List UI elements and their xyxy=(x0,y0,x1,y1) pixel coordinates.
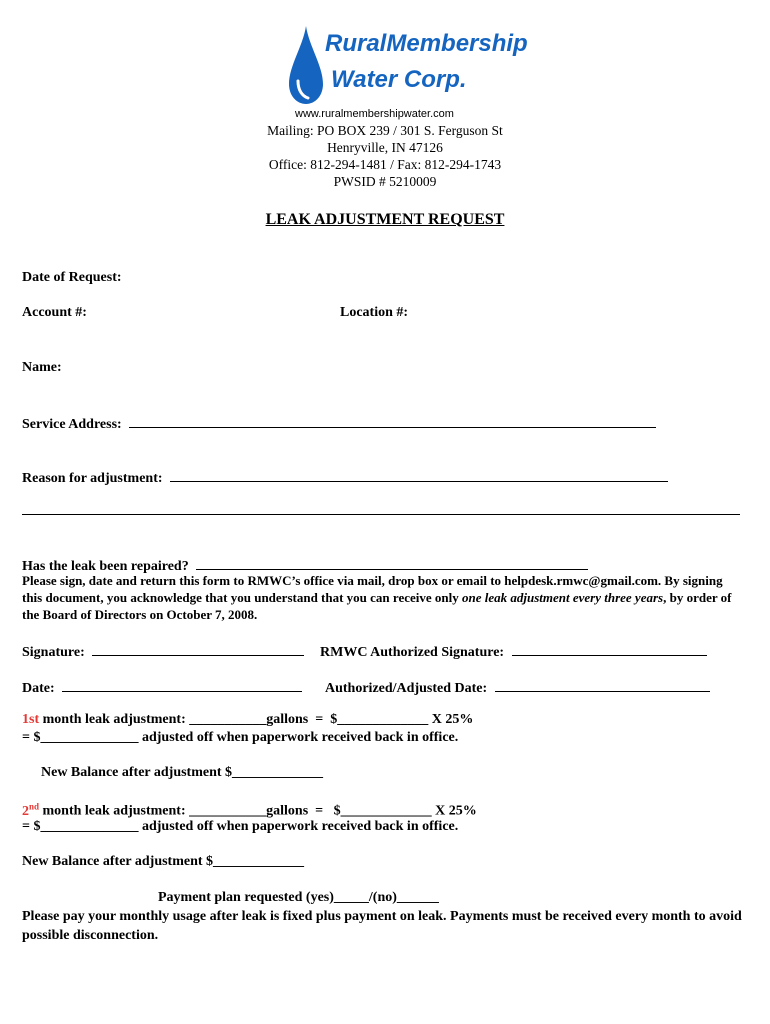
reason-line[interactable] xyxy=(170,467,668,482)
adjustment-1-balance: New Balance after adjustment $_____________ xyxy=(41,765,324,780)
city-address: Henryville, IN 47126 xyxy=(327,140,443,155)
repaired-label: Has the leak been repaired? xyxy=(22,559,189,574)
name-label: Name: xyxy=(22,360,62,375)
account-label: Account #: xyxy=(22,305,87,320)
date-line[interactable] xyxy=(62,677,302,692)
logo-line-1: RuralMembership xyxy=(325,30,528,57)
signature-line[interactable] xyxy=(92,641,304,656)
notice-paragraph xyxy=(22,572,737,623)
service-address-label: Service Address: xyxy=(22,417,122,432)
payment-note: Please pay your monthly usage after leak is fixed plus payment on leak. Payments must be received every month to avoid possible disconnection. xyxy=(22,909,742,943)
payment-plan: Payment plan requested (yes)_____/(no)______ xyxy=(158,890,439,905)
rmwc-signature-label: RMWC Authorized Signature: xyxy=(320,645,505,660)
mailing-address: Mailing: PO BOX 239 / 301 S. Ferguson St xyxy=(267,123,503,138)
page-title: LEAK ADJUSTMENT REQUEST xyxy=(265,211,505,228)
rmwc-signature-line[interactable] xyxy=(512,641,707,656)
adjustment-2-line-2: = $______________ adjusted off when paperwork received back in office. xyxy=(22,819,459,834)
adjustment-2-text: month leak adjustment: ___________gallons = $_____________ X 25% xyxy=(39,803,477,819)
reason-row xyxy=(22,467,668,487)
logo-line-2: Water Corp. xyxy=(331,66,467,93)
adjustment-2-ordinal: 2nd xyxy=(22,801,40,819)
repaired-line[interactable] xyxy=(196,555,588,570)
location-label: Location #: xyxy=(340,305,409,320)
pwsid: PWSID # 5210009 xyxy=(333,174,437,189)
authorized-date-row xyxy=(325,677,710,697)
authorized-date-label: Authorized/Adjusted Date: xyxy=(325,681,488,696)
signature-label: Signature: xyxy=(22,645,85,660)
reason-line-2[interactable] xyxy=(22,514,740,515)
company-logo xyxy=(285,22,528,122)
date-row xyxy=(22,677,302,697)
signature-row xyxy=(22,641,304,661)
adjustment-1-text: month leak adjustment: ___________gallons = $_____________ X 25% xyxy=(39,712,474,727)
adjustment-1-line-1 xyxy=(22,712,473,728)
rmwc-signature-row xyxy=(320,641,707,661)
notice-text-1: Please sign, date and return this form to RMWC’s office via mail, drop box or email to helpdesk.rmwc@gmail.com. By signing this document, you acknowledge that you understand that you can receive only xyxy=(22,573,723,605)
adjustment-1-line-2: = $______________ adjusted off when paperwork received back in office. xyxy=(22,730,459,745)
reason-label: Reason for adjustment: xyxy=(22,471,163,486)
adjustment-1-ordinal: 1st xyxy=(22,712,40,727)
adjustment-2-line-1 xyxy=(22,801,477,820)
office-phone: Office: 812-294-1481 / Fax: 812-294-1743 xyxy=(268,157,502,172)
date-label: Date: xyxy=(22,681,55,696)
service-address-line[interactable] xyxy=(129,413,656,428)
notice-text-2: , by order of the Board of Directors on October 7, 2008. xyxy=(22,590,732,622)
adjustment-2-balance: New Balance after adjustment $_____________ xyxy=(22,854,305,869)
notice-emphasis: one leak adjustment every three years xyxy=(461,590,664,605)
logo-url: www.ruralmembershipwater.com xyxy=(295,108,454,120)
date-of-request-label: Date of Request: xyxy=(22,270,122,285)
water-drop-icon xyxy=(289,26,323,104)
authorized-date-line[interactable] xyxy=(495,677,710,692)
service-address-row xyxy=(22,413,656,433)
